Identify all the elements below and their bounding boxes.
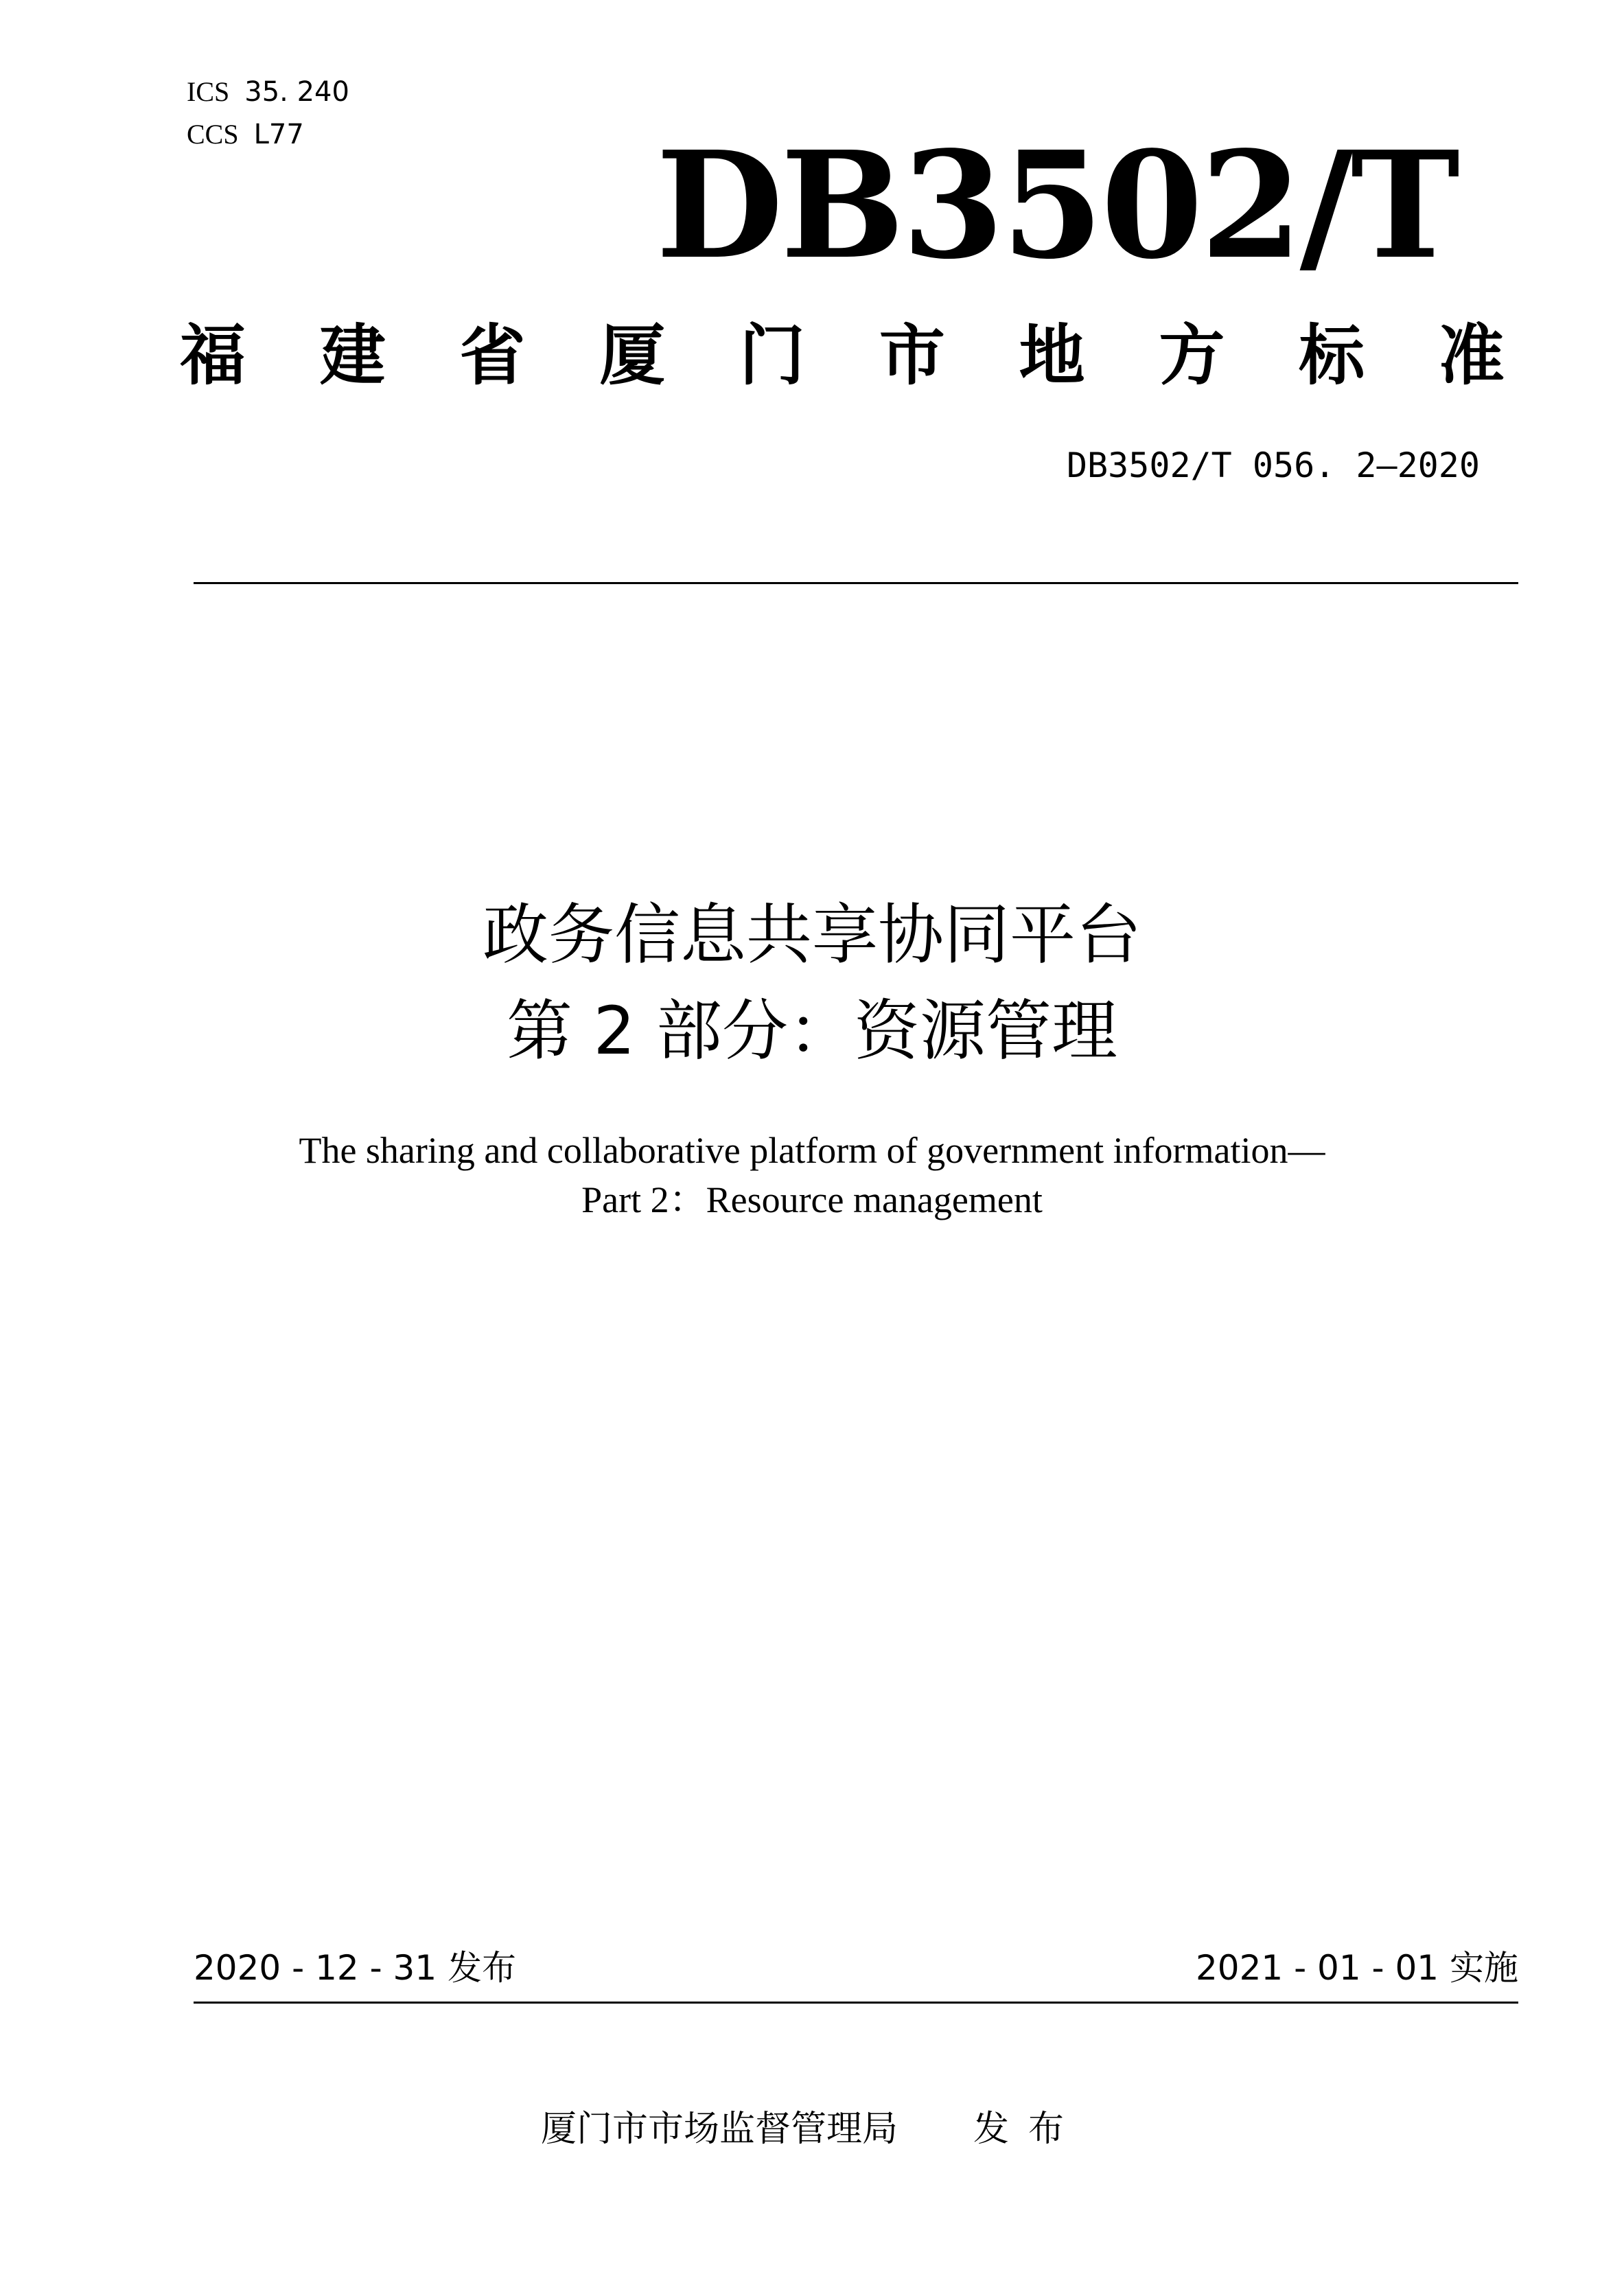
ics-label: ICS <box>187 76 230 107</box>
standard-type-heading <box>180 314 1505 397</box>
issue-date: 2020 - 12 - 31 发布 <box>194 1948 517 1988</box>
chinese-title-line-1: 政务信息共享协同平台 <box>483 896 1141 973</box>
english-title-line-1: The sharing and collaborative platform of government information— <box>299 1130 1325 1171</box>
standard-type-char: 门 <box>739 317 806 394</box>
standard-type-char: 省 <box>459 317 526 394</box>
header-divider <box>194 582 1518 584</box>
standard-type-char: 福 <box>180 317 246 394</box>
implementation-date: 2021 - 01 - 01 实施 <box>1195 1948 1518 1988</box>
standard-mark: DB3502/T <box>656 119 1457 292</box>
chinese-title-line-2: 第 2 部分：资源管理 <box>506 993 1118 1069</box>
date-divider <box>194 2002 1518 2004</box>
ccs-classification <box>187 118 304 151</box>
ics-classification <box>187 76 349 108</box>
standard-number: DB3502/T 056. 2—2020 <box>1066 445 1480 485</box>
ics-code: 35. 240 <box>244 76 349 108</box>
standard-type-char: 建 <box>319 317 386 394</box>
standard-type-char: 标 <box>1299 317 1365 394</box>
english-title-line-2: Part 2：Resource management <box>581 1179 1043 1220</box>
ccs-label: CCS <box>187 119 239 150</box>
standard-type-char: 地 <box>1019 317 1085 394</box>
standard-type-char: 市 <box>879 317 945 394</box>
standard-type-char: 准 <box>1438 317 1505 394</box>
publisher-action: 发布 <box>973 2109 1084 2150</box>
publisher-name: 厦门市市场监督管理局 <box>540 2109 898 2150</box>
ccs-code: L77 <box>253 119 304 150</box>
standard-type-char: 厦 <box>599 317 666 394</box>
standard-type-char: 方 <box>1159 317 1225 394</box>
publisher-line <box>0 2104 1624 2154</box>
